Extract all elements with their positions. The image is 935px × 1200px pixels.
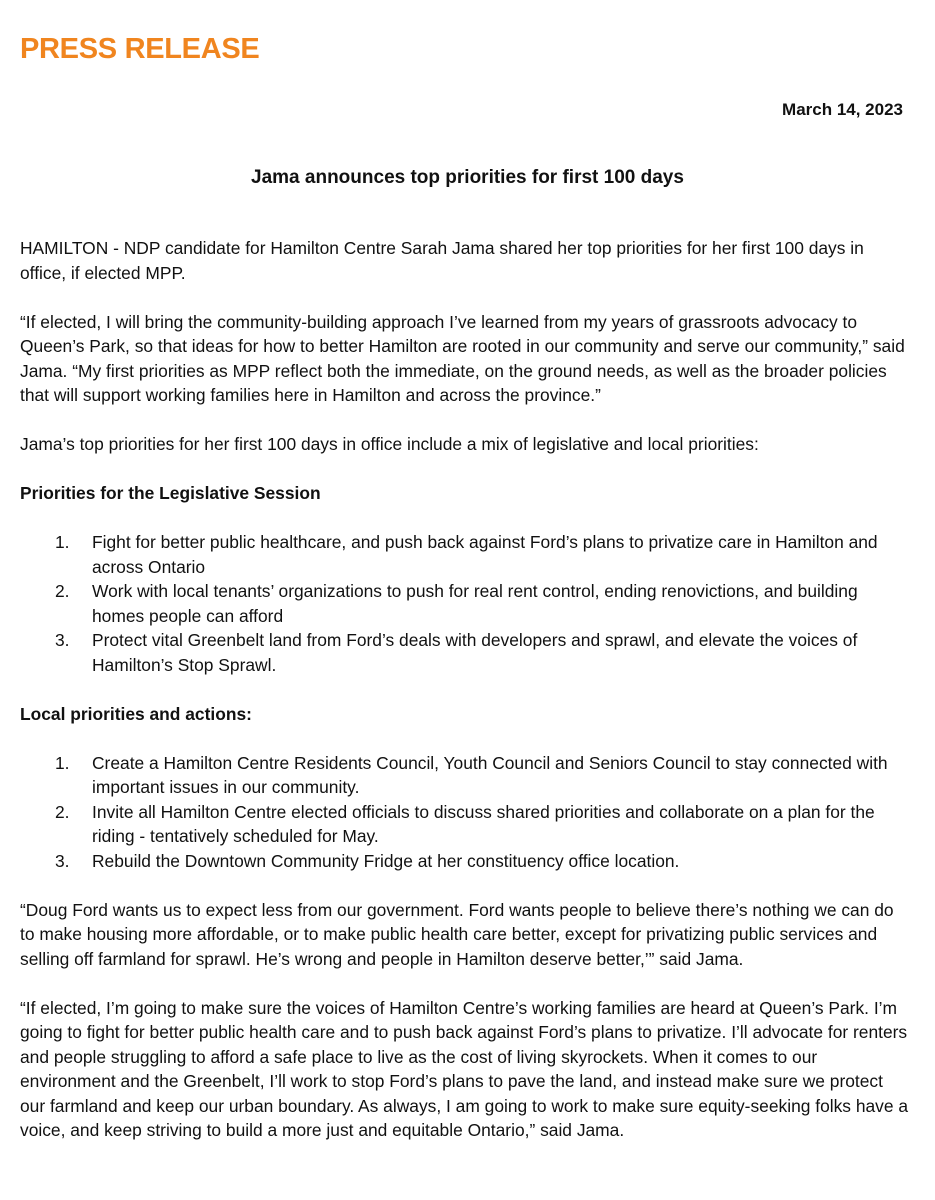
intro-paragraph-summary: Jama’s top priorities for her first 100 days in office include a mix of legislative and local priorities:	[20, 434, 759, 454]
list-item	[20, 628, 910, 677]
local-section-heading: Local priorities and actions:	[20, 703, 252, 724]
list-item	[20, 800, 910, 849]
headline: Jama announces top priorities for first 100 days	[251, 167, 684, 188]
legislative-priority-list	[20, 530, 910, 677]
intro-paragraph-dateline: HAMILTON - NDP candidate for Hamilton Centre Sarah Jama shared her top priorities for her first 100 days in office, if elected MPP.	[20, 238, 864, 283]
release-body	[20, 236, 910, 1167]
list-item-text: Create a Hamilton Centre Residents Council, Youth Council and Seniors Council to stay connected with important issues in our community.	[92, 752, 888, 797]
closing-paragraph-ford-quote: “Doug Ford wants us to expect less from our government. Ford wants people to believe there’s nothing we can do to make housing more affordable, or to make public health care better, except for privatizing public services and selling off farmland for sprawl. He’s wrong and people in Hamilton deserve better,’” said Jama.	[20, 899, 894, 969]
list-item-number: 2.	[55, 581, 70, 601]
local-priority-list	[20, 751, 910, 874]
release-date: March 14, 2023	[782, 100, 903, 119]
list-item	[20, 530, 910, 579]
closing-paragraph-pledge: “If elected, I’m going to make sure the voices of Hamilton Centre’s working families are heard at Queen’s Park. I’m going to fight for better public health care and to push back against Ford’s plans to privatize. I’ll advocate for renters and people struggling to afford a safe place to live as the cost of living skyrockets. When it comes to our environment and the Greenbelt, I’ll work to stop Ford’s plans to pave the land, and instead make sure we protect our farmland and keep our urban boundary. As always, I am going to work to make sure equity-seeking folks have a voice, and keep striving to build a more just and equitable Ontario,” said Jama.	[20, 997, 909, 1140]
list-item-number: 3.	[55, 850, 70, 871]
list-item	[20, 579, 910, 628]
legislative-section-heading: Priorities for the Legislative Session	[20, 483, 321, 503]
list-item-text: Rebuild the Downtown Community Fridge at her constituency office location.	[92, 850, 680, 871]
list-item-text: Work with local tenants’ organizations to push for real rent control, ending renovictions, and building homes people can afford	[92, 581, 858, 626]
list-item-number: 2.	[55, 801, 70, 822]
press-release-title: PRESS RELEASE	[20, 33, 260, 65]
list-item	[20, 751, 910, 800]
list-item-text: Protect vital Greenbelt land from Ford’s deals with developers and sprawl, and elevate the voices of Hamilton’s Stop Sprawl.	[92, 630, 858, 675]
list-item-text: Invite all Hamilton Centre elected officials to discuss shared priorities and collaborate on a plan for the riding - tentatively scheduled for May.	[92, 801, 875, 846]
list-item-number: 1.	[55, 532, 70, 552]
list-item	[20, 849, 910, 874]
list-item-number: 3.	[55, 630, 70, 650]
list-item-number: 1.	[55, 752, 70, 773]
list-item-text: Fight for better public healthcare, and push back against Ford’s plans to privatize care in Hamilton and across Ontario	[92, 532, 878, 577]
intro-paragraph-quote: “If elected, I will bring the community-building approach I’ve learned from my years of grassroots advocacy to Queen’s Park, so that ideas for how to better Hamilton are rooted in our community and serve our community,” said Jama. “My first priorities as MPP reflect both the immediate, on the ground needs, as well as the broader policies that will support working families here in Hamilton and across the province.”	[20, 311, 905, 405]
